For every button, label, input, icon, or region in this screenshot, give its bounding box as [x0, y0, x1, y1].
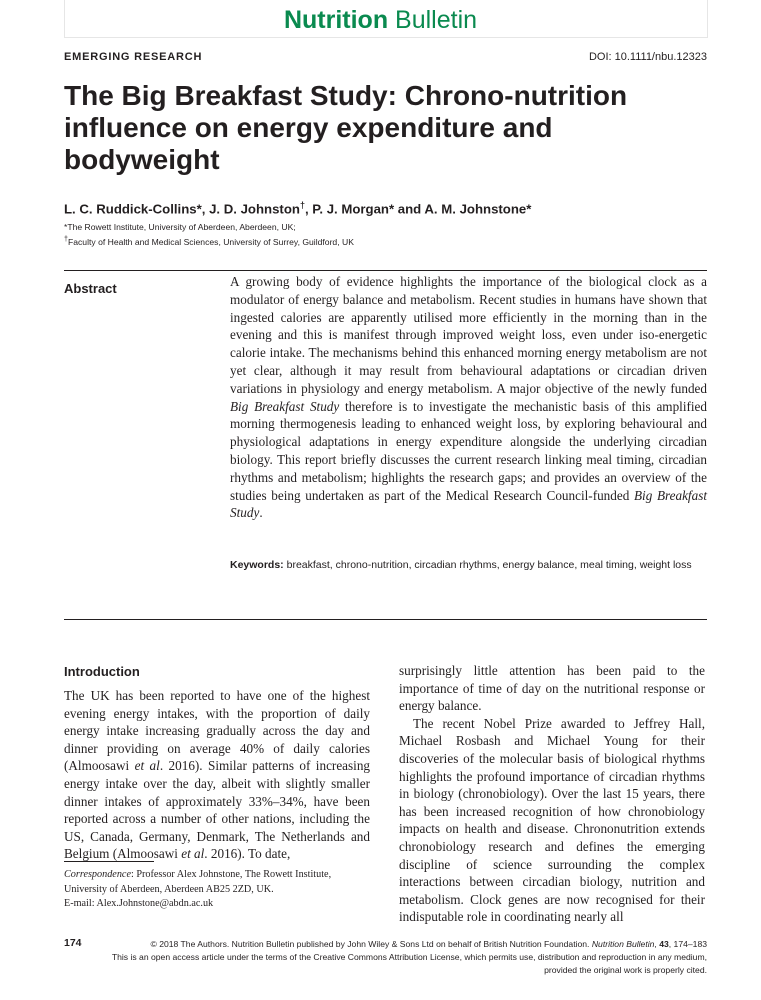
footer-text: © 2018 The Authors. Nutrition Bulletin published by John Wiley & Sons Ltd on behalf of British Nutrition Foundation. — [150, 939, 592, 949]
affiliation-mark: * — [526, 201, 532, 217]
journal-name[interactable] — [0, 6, 761, 35]
keywords-list: breakfast, chrono-nutrition, circadian rhythms, energy balance, meal timing, weight loss — [283, 559, 692, 571]
study-name: Big Breakfast Study — [230, 487, 707, 521]
abstract-text: A growing body of evidence highlights the importance of the biological clock as a modulator of energy balance and metabolism. Recent studies in humans have shown that ingested calories are apparently utilised more efficiently in the morning than in the evening and this is manifest through improved weight loss, even under iso-energetic calorie intake. The mechanisms behind this enhanced morning energy metabolism are not yet clear, although it may result from behavioural adaptations or circadian driven variations in physiology and energy metabolism. A major objective of the newly funded — [230, 274, 707, 396]
footer-journal: Nutrition Bulletin — [591, 939, 655, 949]
divider — [64, 270, 707, 271]
page-number: 174 — [64, 937, 82, 949]
journal-name-light: Bulletin — [395, 6, 478, 34]
title-line: bodyweight — [64, 144, 220, 175]
author-list — [64, 200, 531, 216]
abstract-heading: Abstract — [64, 281, 117, 296]
body-column-left — [64, 687, 370, 863]
paragraph — [64, 687, 370, 863]
author-name[interactable]: L. C. Ruddick-Collins — [64, 201, 197, 217]
study-name: Big Breakfast Study — [230, 398, 340, 414]
footer-text: , — [654, 939, 660, 949]
author-name[interactable]: and A. M. Johnstone — [394, 201, 527, 217]
correspondence-text: University of Aberdeen, Aberdeen AB25 2ZD, UK. — [64, 883, 274, 895]
citation-etal: et al — [134, 758, 160, 774]
paragraph: The recent Nobel Prize awarded to Jeffrey Hall, Michael Rosbash and Michael Young for their discoveries of the molecular basis of biological rhythms highlights the profound importance of circadian rhythms in biology (chronobiology). Over the last 15 years, there has been increased recognition of how chronobiology impacts on health and disease. Chrononutrition extends chronobiology research and defines the emerging discipline of science surrounding the complex interactions between circadian biology, nutrition and metabolism. Clock genes are now recognised for their indisputable role in coordinating nearly all — [399, 715, 705, 925]
author-name[interactable]: , J. D. Johnston — [201, 201, 300, 217]
correspondence-text: : Professor Alex Johnstone, The Rowett Institute, — [130, 869, 332, 880]
doi[interactable]: DOI: 10.1111/nbu.12323 — [588, 51, 707, 63]
abstract-body — [230, 273, 707, 522]
title-line: influence on energy expenditure and — [64, 112, 553, 143]
footer-text: , 174–183 — [668, 939, 707, 949]
body-column-right — [399, 662, 705, 926]
affiliation — [64, 235, 354, 247]
article-title — [64, 80, 714, 176]
journal-name-bold: Nutrition — [283, 6, 389, 34]
affiliation-mark: * — [64, 222, 68, 232]
copyright-footer — [87, 938, 707, 977]
affiliation-mark: † — [64, 235, 68, 243]
abstract-text: therefore is to investigate the mechanistic basis of this amplified morning thermogenesis leading to enhanced weight loss, by exploring behavioural and physiological adaptations in energy expenditure alongside the underlying circadian biology. This report briefly discusses the current research linking meal timing, circadian rhythms and metabolism; highlights the research gaps; and provides an overview of the studies being undertaken as part of the Medical Research Council-funded — [230, 398, 707, 503]
footer-volume: 43 — [659, 939, 669, 949]
affiliation-mark: † — [299, 200, 305, 210]
affiliation-text: The Rowett Institute, University of Aberdeen, Aberdeen, UK; — [67, 222, 296, 232]
title-line: The Big Breakfast Study: Chrono-nutrition — [64, 80, 628, 111]
paragraph-text: . 2016). To date, — [204, 846, 291, 862]
divider — [64, 619, 707, 620]
author-name[interactable]: , P. J. Morgan — [304, 201, 389, 217]
section-label: EMERGING RESEARCH — [64, 51, 203, 63]
correspondence-email[interactable]: E-mail: Alex.Johnstone@abdn.ac.uk — [64, 898, 214, 910]
footnote-divider — [64, 861, 154, 862]
paragraph-text: . 2016). Similar patterns of increasing energy intake over the day, albeit with slightly smaller dinner intakes of approximately 33%–34%, have been reported across a number of other nations, including the US, Canada, Germany, Denmark, The Netherlands and Belgium (Almoosawi — [64, 758, 371, 862]
correspondence-note — [64, 868, 374, 912]
license-text[interactable]: This is an open access article under the terms of the Creative Commons Attribution License, which permits use, distribution and reproduction in any medium, — [111, 952, 707, 962]
affiliation-mark: * — [196, 201, 202, 217]
abstract-text: . — [259, 505, 263, 521]
license-text: provided the original work is properly cited. — [544, 965, 707, 975]
introduction-heading: Introduction — [64, 664, 140, 679]
keywords — [230, 557, 707, 574]
citation-etal: et al — [181, 846, 205, 862]
keywords-label: Keywords: — [230, 559, 284, 571]
affiliation-text: Faculty of Health and Medical Sciences, University of Surrey, Guildford, UK — [67, 236, 354, 247]
affiliation — [64, 222, 296, 232]
correspondence-label: Correspondence — [64, 869, 131, 880]
paragraph: surprisingly little attention has been paid to the importance of time of day on the nutritional response or energy balance. — [399, 663, 705, 714]
paragraph-text: The UK has been reported to have one of the highest evening energy intakes, with the proportion of daily energy intake increasing gradually across the day and dinner providing on average 40% of daily calories (Almoosawi — [64, 688, 370, 774]
affiliation-mark: * — [388, 201, 395, 217]
